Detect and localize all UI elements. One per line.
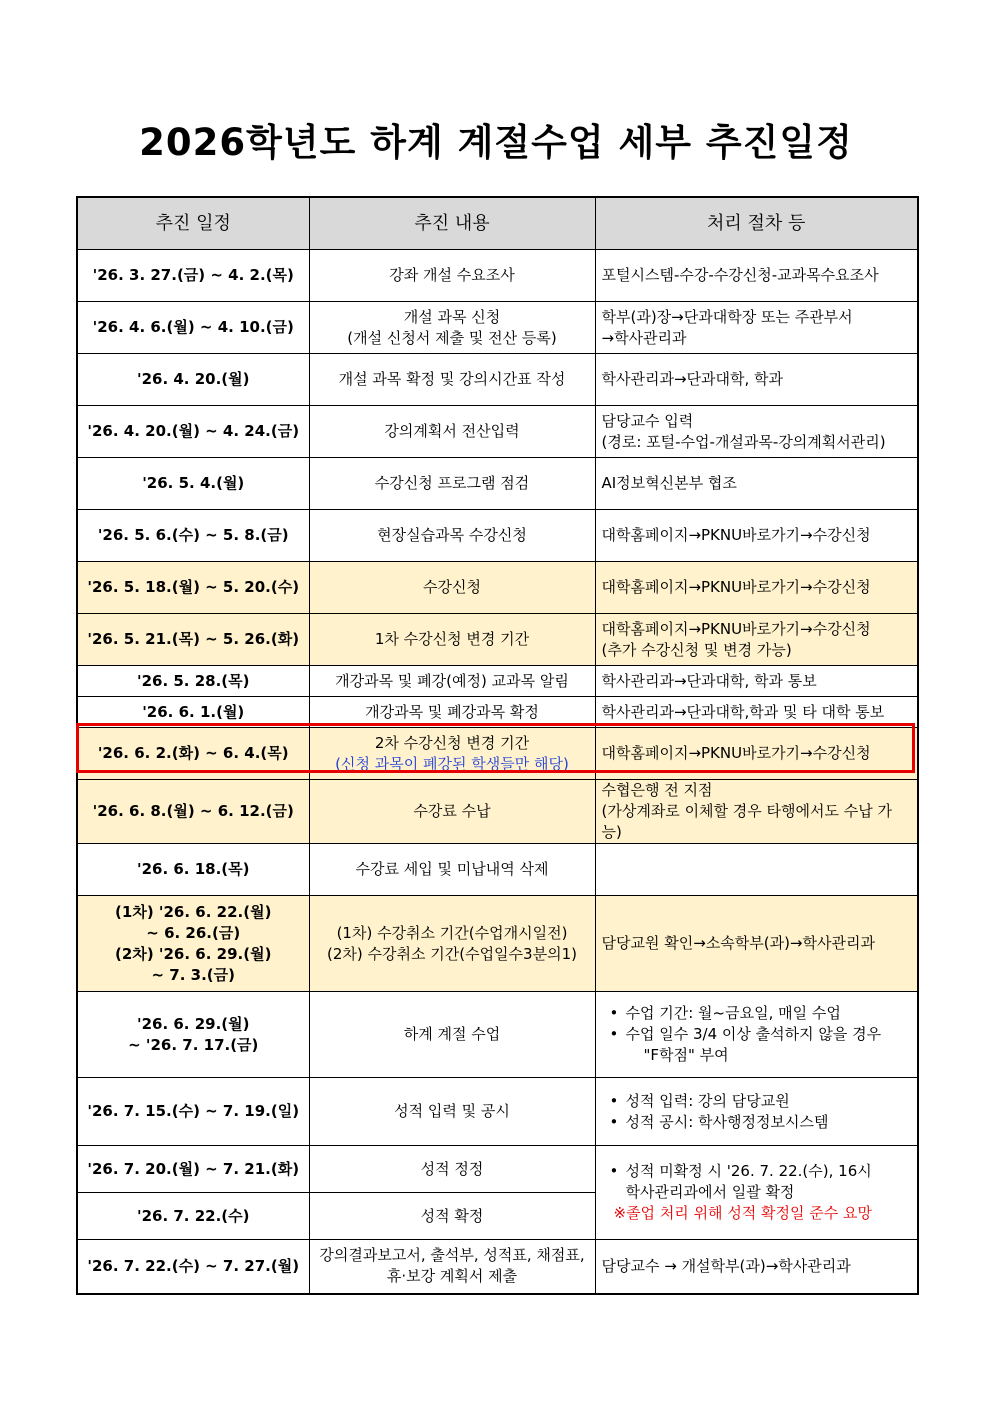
table-row xyxy=(77,250,918,302)
row-content: 수강신청 프로그램 점검 xyxy=(309,458,595,510)
table-row xyxy=(77,728,918,780)
date-line: (1차) '26. 6. 22.(월) xyxy=(115,902,272,921)
row-date: '26. 7. 20.(월) ~ 7. 21.(화) xyxy=(77,1146,309,1193)
row-content: 현장실습과목 수강신청 xyxy=(309,510,595,562)
row-content: 1차 수강신청 변경 기간 xyxy=(309,614,595,666)
row-procedure: 대학홈페이지→PKNU바로가기→수강신청 xyxy=(595,728,918,780)
content-line: (1차) 수강취소 기간(수업개시일전) xyxy=(336,923,568,942)
row-content: 개강과목 및 폐강과목 확정 xyxy=(309,697,595,728)
table-row xyxy=(77,302,918,354)
table-row xyxy=(77,896,918,992)
row-date: '26. 5. 6.(수) ~ 5. 8.(금) xyxy=(77,510,309,562)
row-content xyxy=(309,1240,595,1294)
content-line: 강의결과보고서, 출석부, 성적표, 채점표, xyxy=(319,1246,585,1265)
row-procedure xyxy=(595,844,918,896)
row-content xyxy=(309,896,595,992)
procedure-line: 수협은행 전 지점 xyxy=(601,781,713,799)
table-row xyxy=(77,354,918,406)
content-line: (개설 신청서 제출 및 전산 등록) xyxy=(347,328,557,347)
row-procedure: 담당교수 → 개설학부(과)→학사관리과 xyxy=(595,1240,918,1294)
row-procedure: 대학홈페이지→PKNU바로가기→수강신청 xyxy=(595,510,918,562)
table-row xyxy=(77,844,918,896)
row-date: '26. 4. 6.(월) ~ 4. 10.(금) xyxy=(77,302,309,354)
row-procedure: 포털시스템-수강-수강신청-교과목수요조사 xyxy=(595,250,918,302)
content-line: (2차) 수강취소 기간(수업일수3분의1) xyxy=(327,944,577,963)
table-row xyxy=(77,1146,918,1193)
row-content: 성적 확정 xyxy=(309,1193,595,1240)
content-note: (신청 과목이 폐강된 학생들만 해당) xyxy=(335,754,569,773)
procedure-bullet: • 성적 미확정 시 '26. 7. 22.(수), 16시 xyxy=(610,1161,912,1182)
row-content: 성적 입력 및 공시 xyxy=(309,1078,595,1146)
row-date: '26. 6. 18.(목) xyxy=(77,844,309,896)
row-date: '26. 5. 21.(목) ~ 5. 26.(화) xyxy=(77,614,309,666)
row-date: '26. 6. 8.(월) ~ 6. 12.(금) xyxy=(77,780,309,844)
table-row xyxy=(77,780,918,844)
row-procedure xyxy=(595,614,918,666)
date-line: ~ '26. 7. 17.(금) xyxy=(128,1035,259,1054)
date-line: ~ 7. 3.(금) xyxy=(151,965,235,984)
procedure-bullet: • 성적 공시: 학사행정정보시스템 xyxy=(610,1112,912,1133)
procedure-line: "F학점" 부여 xyxy=(643,1046,729,1064)
row-procedure xyxy=(595,992,918,1078)
row-date: '26. 5. 4.(월) xyxy=(77,458,309,510)
row-date: '26. 3. 27.(금) ~ 4. 2.(목) xyxy=(77,250,309,302)
header-content: 추진 내용 xyxy=(309,197,595,250)
row-date: '26. 7. 15.(수) ~ 7. 19.(일) xyxy=(77,1078,309,1146)
row-date xyxy=(77,896,309,992)
table-row xyxy=(77,614,918,666)
row-date: '26. 6. 1.(월) xyxy=(77,697,309,728)
table-row xyxy=(77,1078,918,1146)
table-row xyxy=(77,510,918,562)
row-procedure: 대학홈페이지→PKNU바로가기→수강신청 xyxy=(595,562,918,614)
procedure-bullet: • 성적 입력: 강의 담당교원 xyxy=(610,1091,912,1112)
row-procedure: 담당교원 확인→소속학부(과)→학사관리과 xyxy=(595,896,918,992)
row-content: 성적 정정 xyxy=(309,1146,595,1193)
row-procedure: 학사관리과→단과대학, 학과 통보 xyxy=(595,666,918,697)
procedure-bullets xyxy=(600,1161,912,1182)
row-content: 강좌 개설 수요조사 xyxy=(309,250,595,302)
procedure-line: 담당교수 입력 xyxy=(601,411,694,430)
row-date: '26. 5. 28.(목) xyxy=(77,666,309,697)
procedure-line: (추가 수강신청 및 변경 가능) xyxy=(601,640,792,659)
row-content: 개설 과목 확정 및 강의시간표 작성 xyxy=(309,354,595,406)
row-date: '26. 6. 2.(화) ~ 6. 4.(목) xyxy=(77,728,309,780)
procedure-warning: ※졸업 처리 위해 성적 확정일 준수 요망 xyxy=(613,1204,873,1222)
row-procedure: 학사관리과→단과대학, 학과 xyxy=(595,354,918,406)
row-procedure: AI정보혁신본부 협조 xyxy=(595,458,918,510)
row-content: 하계 계절 수업 xyxy=(309,992,595,1078)
table-row xyxy=(77,458,918,510)
procedure-line: (경로: 포털-수업-개설과목-강의계획서관리) xyxy=(601,432,886,451)
table-header-row xyxy=(77,197,918,250)
procedure-line: 수업 일수 3/4 이상 출석하지 않을 경우 xyxy=(625,1025,882,1043)
procedure-line: →학사관리과 xyxy=(601,328,687,347)
row-content: 수강료 수납 xyxy=(309,780,595,844)
row-date: '26. 5. 18.(월) ~ 5. 20.(수) xyxy=(77,562,309,614)
table-row xyxy=(77,666,918,697)
header-date: 추진 일정 xyxy=(77,197,309,250)
procedure-line: 학사관리과에서 일괄 확정 xyxy=(625,1183,795,1201)
date-line: ~ 6. 26.(금) xyxy=(146,923,241,942)
date-line: '26. 6. 29.(월) xyxy=(136,1014,250,1033)
procedure-line: (가상계좌로 이체할 경우 타행에서도 수납 가능) xyxy=(601,802,893,841)
content-line: 개설 과목 신청 xyxy=(403,307,501,326)
row-content: 강의계획서 전산입력 xyxy=(309,406,595,458)
procedure-line: 대학홈페이지→PKNU바로가기→수강신청 xyxy=(601,619,871,638)
table-row xyxy=(77,406,918,458)
row-procedure: 학사관리과→단과대학,학과 및 타 대학 통보 xyxy=(595,697,918,728)
row-procedure xyxy=(595,780,918,844)
row-date: '26. 4. 20.(월) ~ 4. 24.(금) xyxy=(77,406,309,458)
table-row xyxy=(77,697,918,728)
row-date: '26. 4. 20.(월) xyxy=(77,354,309,406)
row-date: '26. 7. 22.(수) ~ 7. 27.(월) xyxy=(77,1240,309,1294)
row-content: 수강신청 xyxy=(309,562,595,614)
table-row xyxy=(77,562,918,614)
header-procedure: 처리 절차 등 xyxy=(595,197,918,250)
procedure-line: 학부(과)장→단과대학장 또는 주관부서 xyxy=(601,307,853,326)
schedule-table xyxy=(76,196,919,1295)
row-content xyxy=(309,728,595,780)
procedure-bullet xyxy=(610,1024,912,1045)
row-content: 개강과목 및 폐강(예정) 교과목 알림 xyxy=(309,666,595,697)
procedure-bullets xyxy=(600,1003,912,1045)
content-line: 2차 수강신청 변경 기간 xyxy=(374,733,530,752)
row-date: '26. 7. 22.(수) xyxy=(77,1193,309,1240)
row-procedure xyxy=(595,406,918,458)
page-title: 2026학년도 하계 계절수업 세부 추진일정 xyxy=(139,121,853,164)
table-row xyxy=(77,1240,918,1294)
content-line: 휴·보강 계획서 제출 xyxy=(386,1267,518,1286)
date-line: (2차) '26. 6. 29.(월) xyxy=(115,944,272,963)
table-row xyxy=(77,992,918,1078)
row-date xyxy=(77,992,309,1078)
procedure-bullet: • 수업 기간: 월~금요일, 매일 수업 xyxy=(610,1003,912,1024)
row-procedure xyxy=(595,1078,918,1146)
row-content xyxy=(309,302,595,354)
row-content: 수강료 세입 및 미납내역 삭제 xyxy=(309,844,595,896)
row-procedure xyxy=(595,1146,918,1240)
row-procedure xyxy=(595,302,918,354)
procedure-bullets xyxy=(600,1091,912,1133)
